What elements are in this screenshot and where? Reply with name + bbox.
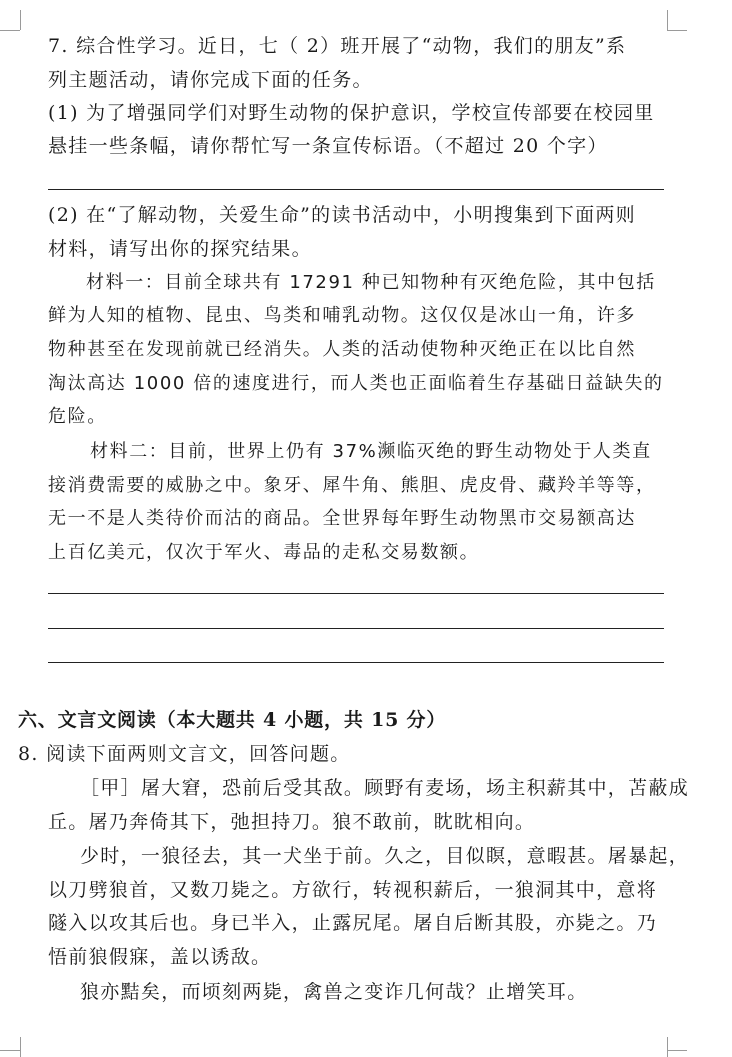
material-1-line-5: 危险。 bbox=[48, 406, 107, 427]
passage-jia-line-1: ［甲］屠大窘，恐前后受其敌。顾野有麦场，场主积薪其中，苫蔽成 bbox=[80, 777, 690, 799]
crop-mark-bottom-right-h bbox=[667, 1050, 687, 1051]
question-7-part-2-line-2: 材料，请写出你的探究结果。 bbox=[48, 238, 312, 260]
crop-mark-top-right-h bbox=[667, 30, 687, 31]
section-6-heading: 六、文言文阅读（本大题共 4 小题，共 15 分） bbox=[18, 709, 447, 731]
passage-jia-line-2: 丘。屠乃奔倚其下，弛担持刀。狼不敢前，眈眈相向。 bbox=[48, 811, 536, 833]
crop-mark-bottom-right-v bbox=[667, 1037, 668, 1057]
crop-mark-top-right-v bbox=[667, 10, 668, 30]
question-7-part-1-line-2: 悬挂一些条幅，请你帮忙写一条宣传标语。（不超过 20 个字） bbox=[48, 135, 608, 157]
crop-mark-bottom-left-h bbox=[0, 1050, 20, 1051]
passage-jia-line-4: 以刀劈狼首，又数刀毙之。方欲行，转视积薪后，一狼洞其中，意将 bbox=[48, 879, 658, 901]
material-2-line-2: 接消费需要的威胁之中。象牙、犀牛角、熊胆、虎皮骨、藏羚羊等等， bbox=[48, 475, 656, 496]
crop-mark-top-left-v bbox=[20, 10, 21, 30]
question-7-part-2-line-1: (2) 在“了解动物，关爱生命”的读书活动中，小明搜集到下面两则 bbox=[48, 204, 636, 226]
material-1-line-4: 淘汰高达 1000 倍的速度进行，而人类也正面临着生存基础日益缺失的 bbox=[48, 373, 664, 394]
material-2-line-4: 上百亿美元，仅次于军火、毒品的走私交易数额。 bbox=[48, 542, 480, 563]
answer-line-4[interactable] bbox=[48, 662, 664, 663]
passage-jia-line-3: 少时，一狼径去，其一犬坐于前。久之，目似瞑，意暇甚。屠暴起， bbox=[80, 845, 690, 867]
answer-line-2[interactable] bbox=[48, 593, 664, 594]
crop-mark-top-left-h bbox=[0, 30, 20, 31]
crop-mark-bottom-left-v bbox=[20, 1037, 21, 1057]
material-1-line-2: 鲜为人知的植物、昆虫、鸟类和哺乳动物。这仅仅是冰山一角，许多 bbox=[48, 305, 636, 326]
material-1-line-1: 材料一：目前全球共有 17291 种已知物种有灭绝危险，其中包括 bbox=[86, 272, 656, 293]
passage-jia-line-5: 隧入以攻其后也。身已半入，止露尻尾。屠自后断其股，亦毙之。乃 bbox=[48, 912, 658, 934]
question-7-line-1: 7. 综合性学习。近日，七（ 2）班开展了“动物，我们的朋友”系 bbox=[48, 35, 627, 57]
passage-jia-line-6: 悟前狼假寐，盖以诱敌。 bbox=[48, 946, 272, 968]
material-1-line-3: 物种甚至在发现前就已经消失。人类的活动使物种灭绝正在以比自然 bbox=[48, 339, 636, 360]
answer-line-1[interactable] bbox=[48, 189, 664, 190]
passage-jia-line-7: 狼亦黠矣，而顷刻两毙，禽兽之变诈几何哉？止增笑耳。 bbox=[80, 981, 588, 1003]
question-7-part-1-line-1: (1) 为了增强同学们对野生动物的保护意识，学校宣传部要在校园里 bbox=[48, 102, 655, 124]
question-7-line-2: 列主题活动，请你完成下面的任务。 bbox=[48, 69, 373, 91]
material-2-line-1: 材料二：目前，世界上仍有 37%濒临灭绝的野生动物处于人类直 bbox=[90, 441, 652, 462]
question-8-stem: 8. 阅读下面两则文言文，回答问题。 bbox=[18, 743, 351, 765]
material-2-line-3: 无一不是人类待价而沽的商品。全世界每年野生动物黑市交易额高达 bbox=[48, 508, 636, 529]
answer-line-3[interactable] bbox=[48, 628, 664, 629]
